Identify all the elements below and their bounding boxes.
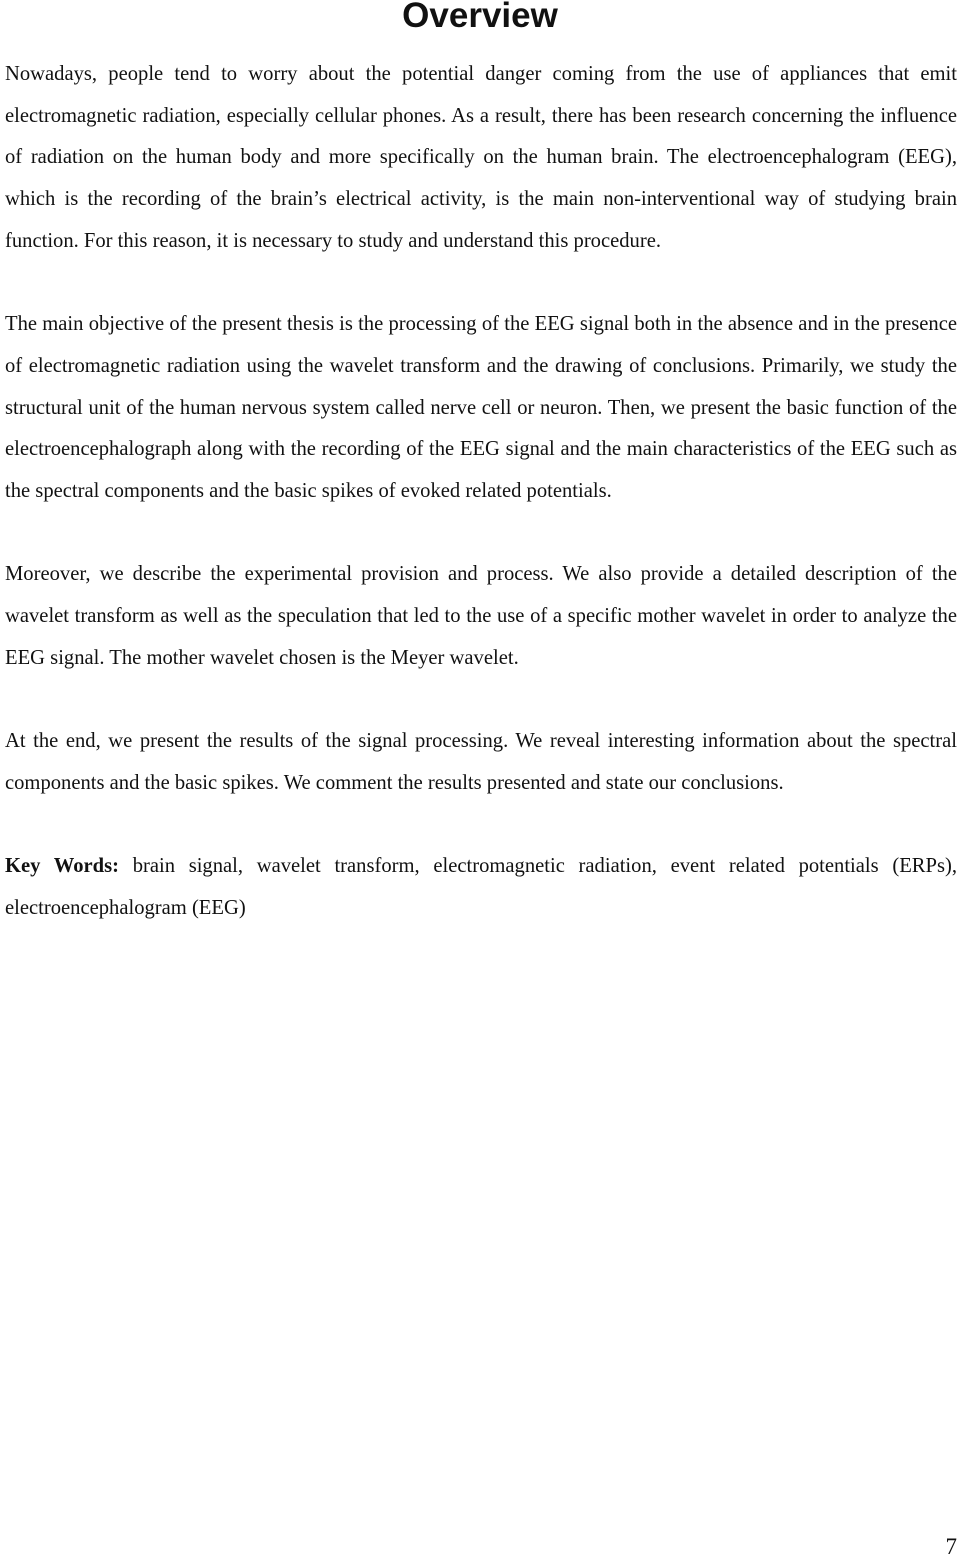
page-number: 7 [945,1534,957,1559]
page-title: Overview [402,0,558,35]
paragraph-results: At the end, we present the results of the signal processing. We reveal interesting information about the spectral components and the basic spikes. We comment the results presented and state our conclusions. [5,729,957,794]
keywords-text: brain signal, wavelet transform, electromagnetic radiation, event related potentials (ERPs), electroencephalogram (EEG) [5,854,957,919]
keywords-label: Key Words: [5,854,119,877]
paragraph-objective: The main objective of the present thesis is the processing of the EEG signal both in the absence and in the presence of electromagnetic radiation using the wavelet transform and the drawing of conclusions. Primarily, we study the structural unit of the human nervous system called nerve cell or neuron. Then, we present the basic function of the electroencephalograph along with the recording of the EEG signal and the main characteristics of the EEG such as the spectral components and the basic spikes of evoked related potentials. [5,313,957,502]
body-text [5,54,957,971]
keywords-paragraph [5,846,957,929]
paragraph-methods: Moreover, we describe the experimental provision and process. We also provide a detailed description of the wavelet transform as well as the speculation that led to the use of a specific mother wavelet in order to analyze the EEG signal. The mother wavelet chosen is the Meyer wavelet. [5,563,957,669]
paragraph-intro: Nowadays, people tend to worry about the potential danger coming from the use of appliances that emit electromagnetic radiation, especially cellular phones. As a result, there has been research concerning the influence of radiation on the human body and more specifically on the human brain. The electroencephalogram (EEG), which is the recording of the brain’s electrical activity, is the main non-interventional way of studying brain function. For this reason, it is necessary to study and understand this procedure. [5,63,957,252]
